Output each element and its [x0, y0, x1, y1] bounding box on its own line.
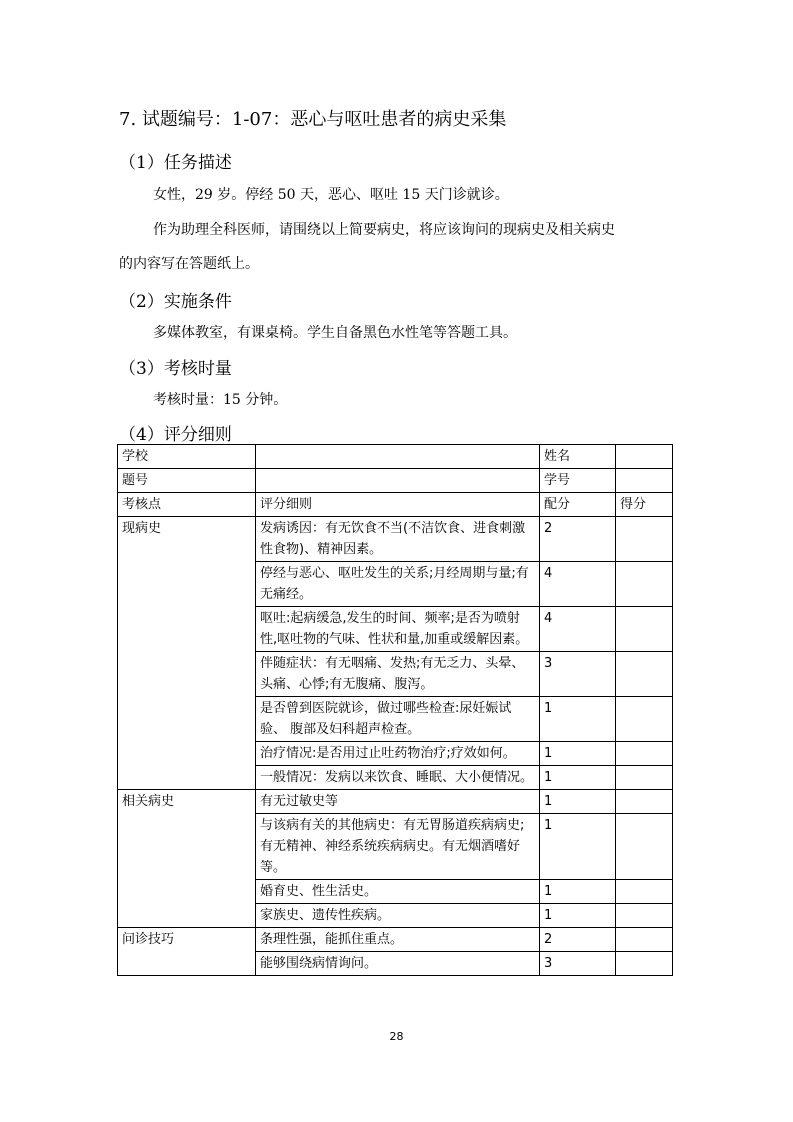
points-cell: 1 [540, 814, 616, 880]
school-label: 学校 [118, 445, 256, 469]
question-no-label: 题号 [118, 469, 256, 493]
task-paragraph-1: 女性，29 岁。停经 50 天，恶心、呕吐 15 天门诊就诊。 [153, 187, 509, 203]
score-cell [616, 607, 673, 652]
section-scoring-heading: （4）评分细则 [119, 425, 232, 445]
task-paragraph-2: 作为助理全科医师，请围绕以上简要病史，将应该询问的现病史及相关病史 [153, 222, 615, 238]
group-related-history: 相关病史 [118, 790, 256, 928]
points-cell: 1 [540, 790, 616, 814]
conditions-paragraph: 多媒体教室，有课桌椅。学生自备黑色水性笔等答题工具。 [153, 325, 517, 341]
criterion-cell: 能够围绕病情询问。 [256, 952, 540, 976]
table-row-school [118, 445, 673, 469]
criterion-cell: 家族史、遗传性疾病。 [256, 904, 540, 928]
school-value [256, 445, 540, 469]
score-cell [616, 562, 673, 607]
table-row [118, 928, 673, 952]
points-cell: 1 [540, 880, 616, 904]
score-cell [616, 880, 673, 904]
criterion-cell: 发病诱因：有无饮食不当(不洁饮食、进食刺激性食物)、精神因素。 [256, 517, 540, 562]
criterion-cell: 治疗情况:是否用过止吐药物治疗;疗效如何。 [256, 742, 540, 766]
score-cell [616, 814, 673, 880]
student-id-label: 学号 [540, 469, 616, 493]
name-label: 姓名 [540, 445, 616, 469]
time-paragraph: 考核时量：15 分钟。 [153, 392, 288, 408]
criterion-cell: 婚育史、性生活史。 [256, 880, 540, 904]
question-no-value [256, 469, 540, 493]
criterion-cell: 停经与恶心、呕吐发生的关系;月经周期与量;有无痛经。 [256, 562, 540, 607]
points-cell: 1 [540, 742, 616, 766]
group-interview-skills: 问诊技巧 [118, 928, 256, 976]
header-points: 配分 [540, 493, 616, 517]
score-cell [616, 652, 673, 697]
points-cell: 1 [540, 766, 616, 790]
section-task-heading: （1）任务描述 [119, 153, 232, 173]
header-score: 得分 [616, 493, 673, 517]
criterion-cell: 呕吐:起病缓急,发生的时间、频率;是否为喷射性,呕吐物的气味、性状和量,加重或缓解因素。 [256, 607, 540, 652]
table-row [118, 517, 673, 562]
score-cell [616, 766, 673, 790]
score-cell [616, 952, 673, 976]
table-row-question-no [118, 469, 673, 493]
page-number: 28 [389, 1030, 404, 1043]
score-cell [616, 697, 673, 742]
criterion-cell: 与该病有关的其他病史：有无胃肠道疾病病史;有无精神、神经系统疾病病史。有无烟酒嗜好等。 [256, 814, 540, 880]
scoring-table [117, 444, 673, 976]
score-cell [616, 904, 673, 928]
criterion-cell: 有无过敏史等 [256, 790, 540, 814]
task-paragraph-3: 的内容写在答题纸上。 [119, 256, 259, 272]
score-cell [616, 928, 673, 952]
criterion-cell: 是否曾到医院就诊，做过哪些检查:尿妊娠试验、 腹部及妇科超声检查。 [256, 697, 540, 742]
header-assessment-point: 考核点 [118, 493, 256, 517]
header-criteria: 评分细则 [256, 493, 540, 517]
points-cell: 1 [540, 697, 616, 742]
points-cell: 3 [540, 652, 616, 697]
score-cell [616, 742, 673, 766]
criterion-cell: 一般情况：发病以来饮食、睡眠、大小便情况。 [256, 766, 540, 790]
points-cell: 1 [540, 904, 616, 928]
table-row [118, 790, 673, 814]
points-cell: 2 [540, 517, 616, 562]
name-value [616, 445, 673, 469]
points-cell: 3 [540, 952, 616, 976]
section-time-heading: （3）考核时量 [119, 359, 232, 379]
scoring-table-container [117, 444, 673, 976]
score-cell [616, 517, 673, 562]
student-id-value [616, 469, 673, 493]
page-title: 7. 试题编号：1-07：恶心与呕吐患者的病史采集 [119, 109, 507, 130]
points-cell: 2 [540, 928, 616, 952]
score-cell [616, 790, 673, 814]
group-present-illness: 现病史 [118, 517, 256, 790]
criterion-cell: 伴随症状：有无咽痛、发热;有无乏力、头晕、头痛、心悸;有无腹痛、腹泻。 [256, 652, 540, 697]
table-header-row [118, 493, 673, 517]
section-conditions-heading: （2）实施条件 [119, 292, 232, 312]
criterion-cell: 条理性强，能抓住重点。 [256, 928, 540, 952]
points-cell: 4 [540, 562, 616, 607]
points-cell: 4 [540, 607, 616, 652]
